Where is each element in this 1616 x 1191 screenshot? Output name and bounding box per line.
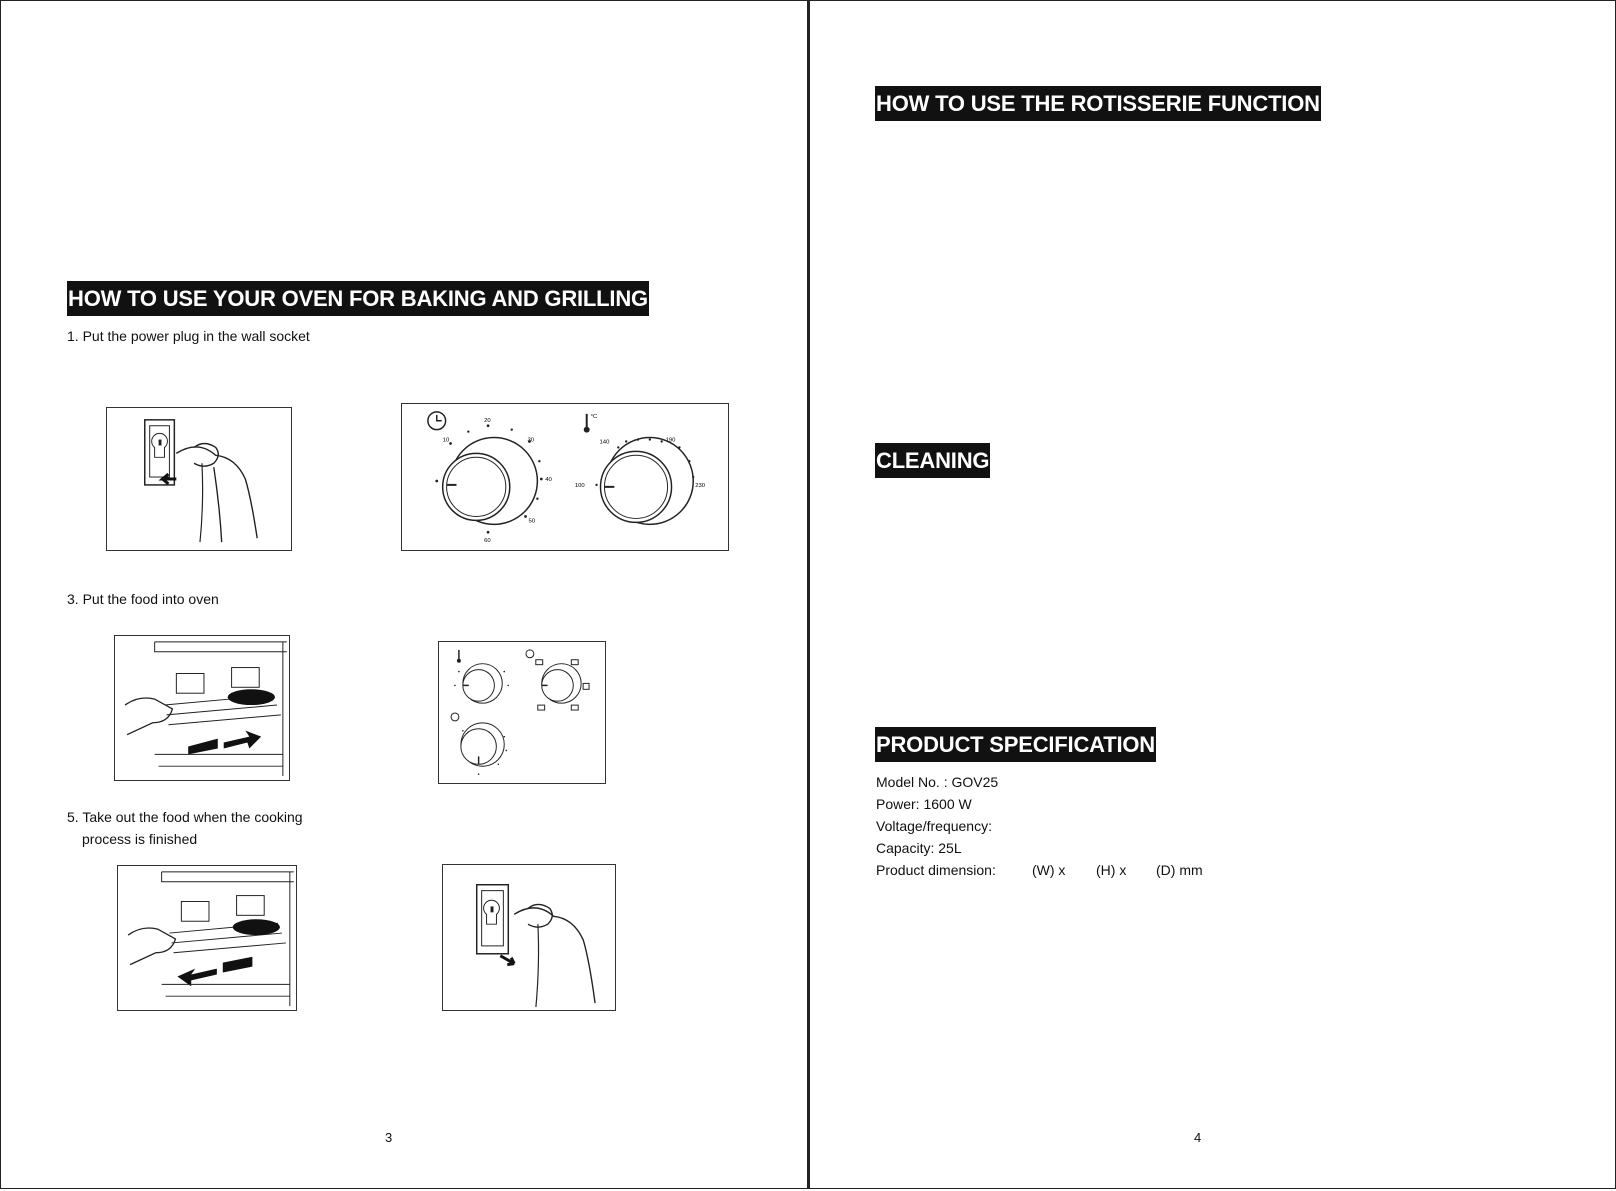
control-panel-knobs-illustration (438, 641, 606, 784)
page-number: 3 (385, 1130, 393, 1145)
page-number: 4 (1194, 1130, 1202, 1145)
clock-icon (451, 713, 459, 721)
plug-in-socket-illustration (106, 407, 292, 551)
spec-dimension-depth: (D) mm (1156, 862, 1203, 878)
timer-label-40: 40 (545, 476, 552, 483)
cleaning-heading: CLEANING (875, 443, 990, 478)
timer-label-20: 20 (484, 417, 491, 424)
function-icon (526, 650, 534, 658)
baking-grilling-heading: HOW TO USE YOUR OVEN FOR BAKING AND GRILLING (67, 281, 649, 316)
manual-page-left (0, 0, 808, 1189)
spec-dimension-width: (W) x (1032, 862, 1066, 878)
product-specification-heading: PRODUCT SPECIFICATION (875, 727, 1156, 762)
temp-label-230: 230 (695, 482, 706, 489)
spec-model: Model No. : GOV25 (876, 774, 999, 790)
take-out-food-illustration (117, 865, 297, 1011)
step-1-text: 1. Put the power plug in the wall socket (67, 328, 310, 344)
temp-unit-label: °C (590, 413, 598, 420)
timer-label-60: 60 (484, 538, 491, 545)
temp-label-140: 140 (599, 439, 610, 446)
put-food-in-oven-illustration (114, 635, 290, 781)
temp-label-190: 190 (665, 437, 676, 444)
timer-label-30: 30 (527, 437, 535, 444)
step-5-text: 5. Take out the food when the cooking (67, 809, 303, 825)
step-5-text-continued: process is finished (82, 831, 198, 847)
rotisserie-heading: HOW TO USE THE ROTISSERIE FUNCTION (875, 86, 1321, 121)
step-3-text: 3. Put the food into oven (67, 591, 219, 607)
manual-page-right (808, 0, 1616, 1189)
spec-dimension-height: (H) x (1096, 862, 1127, 878)
spec-power: Power: 1600 W (876, 796, 972, 812)
spec-voltage: Voltage/frequency: (876, 818, 992, 834)
spec-capacity: Capacity: 25L (876, 840, 962, 856)
unplug-from-socket-illustration (442, 864, 616, 1011)
timer-label-50: 50 (528, 518, 536, 525)
temp-label-100: 100 (574, 482, 585, 489)
spec-dimension-label: Product dimension: (876, 862, 996, 878)
timer-label-10: 10 (442, 437, 450, 444)
control-knobs-illustration (401, 403, 729, 551)
